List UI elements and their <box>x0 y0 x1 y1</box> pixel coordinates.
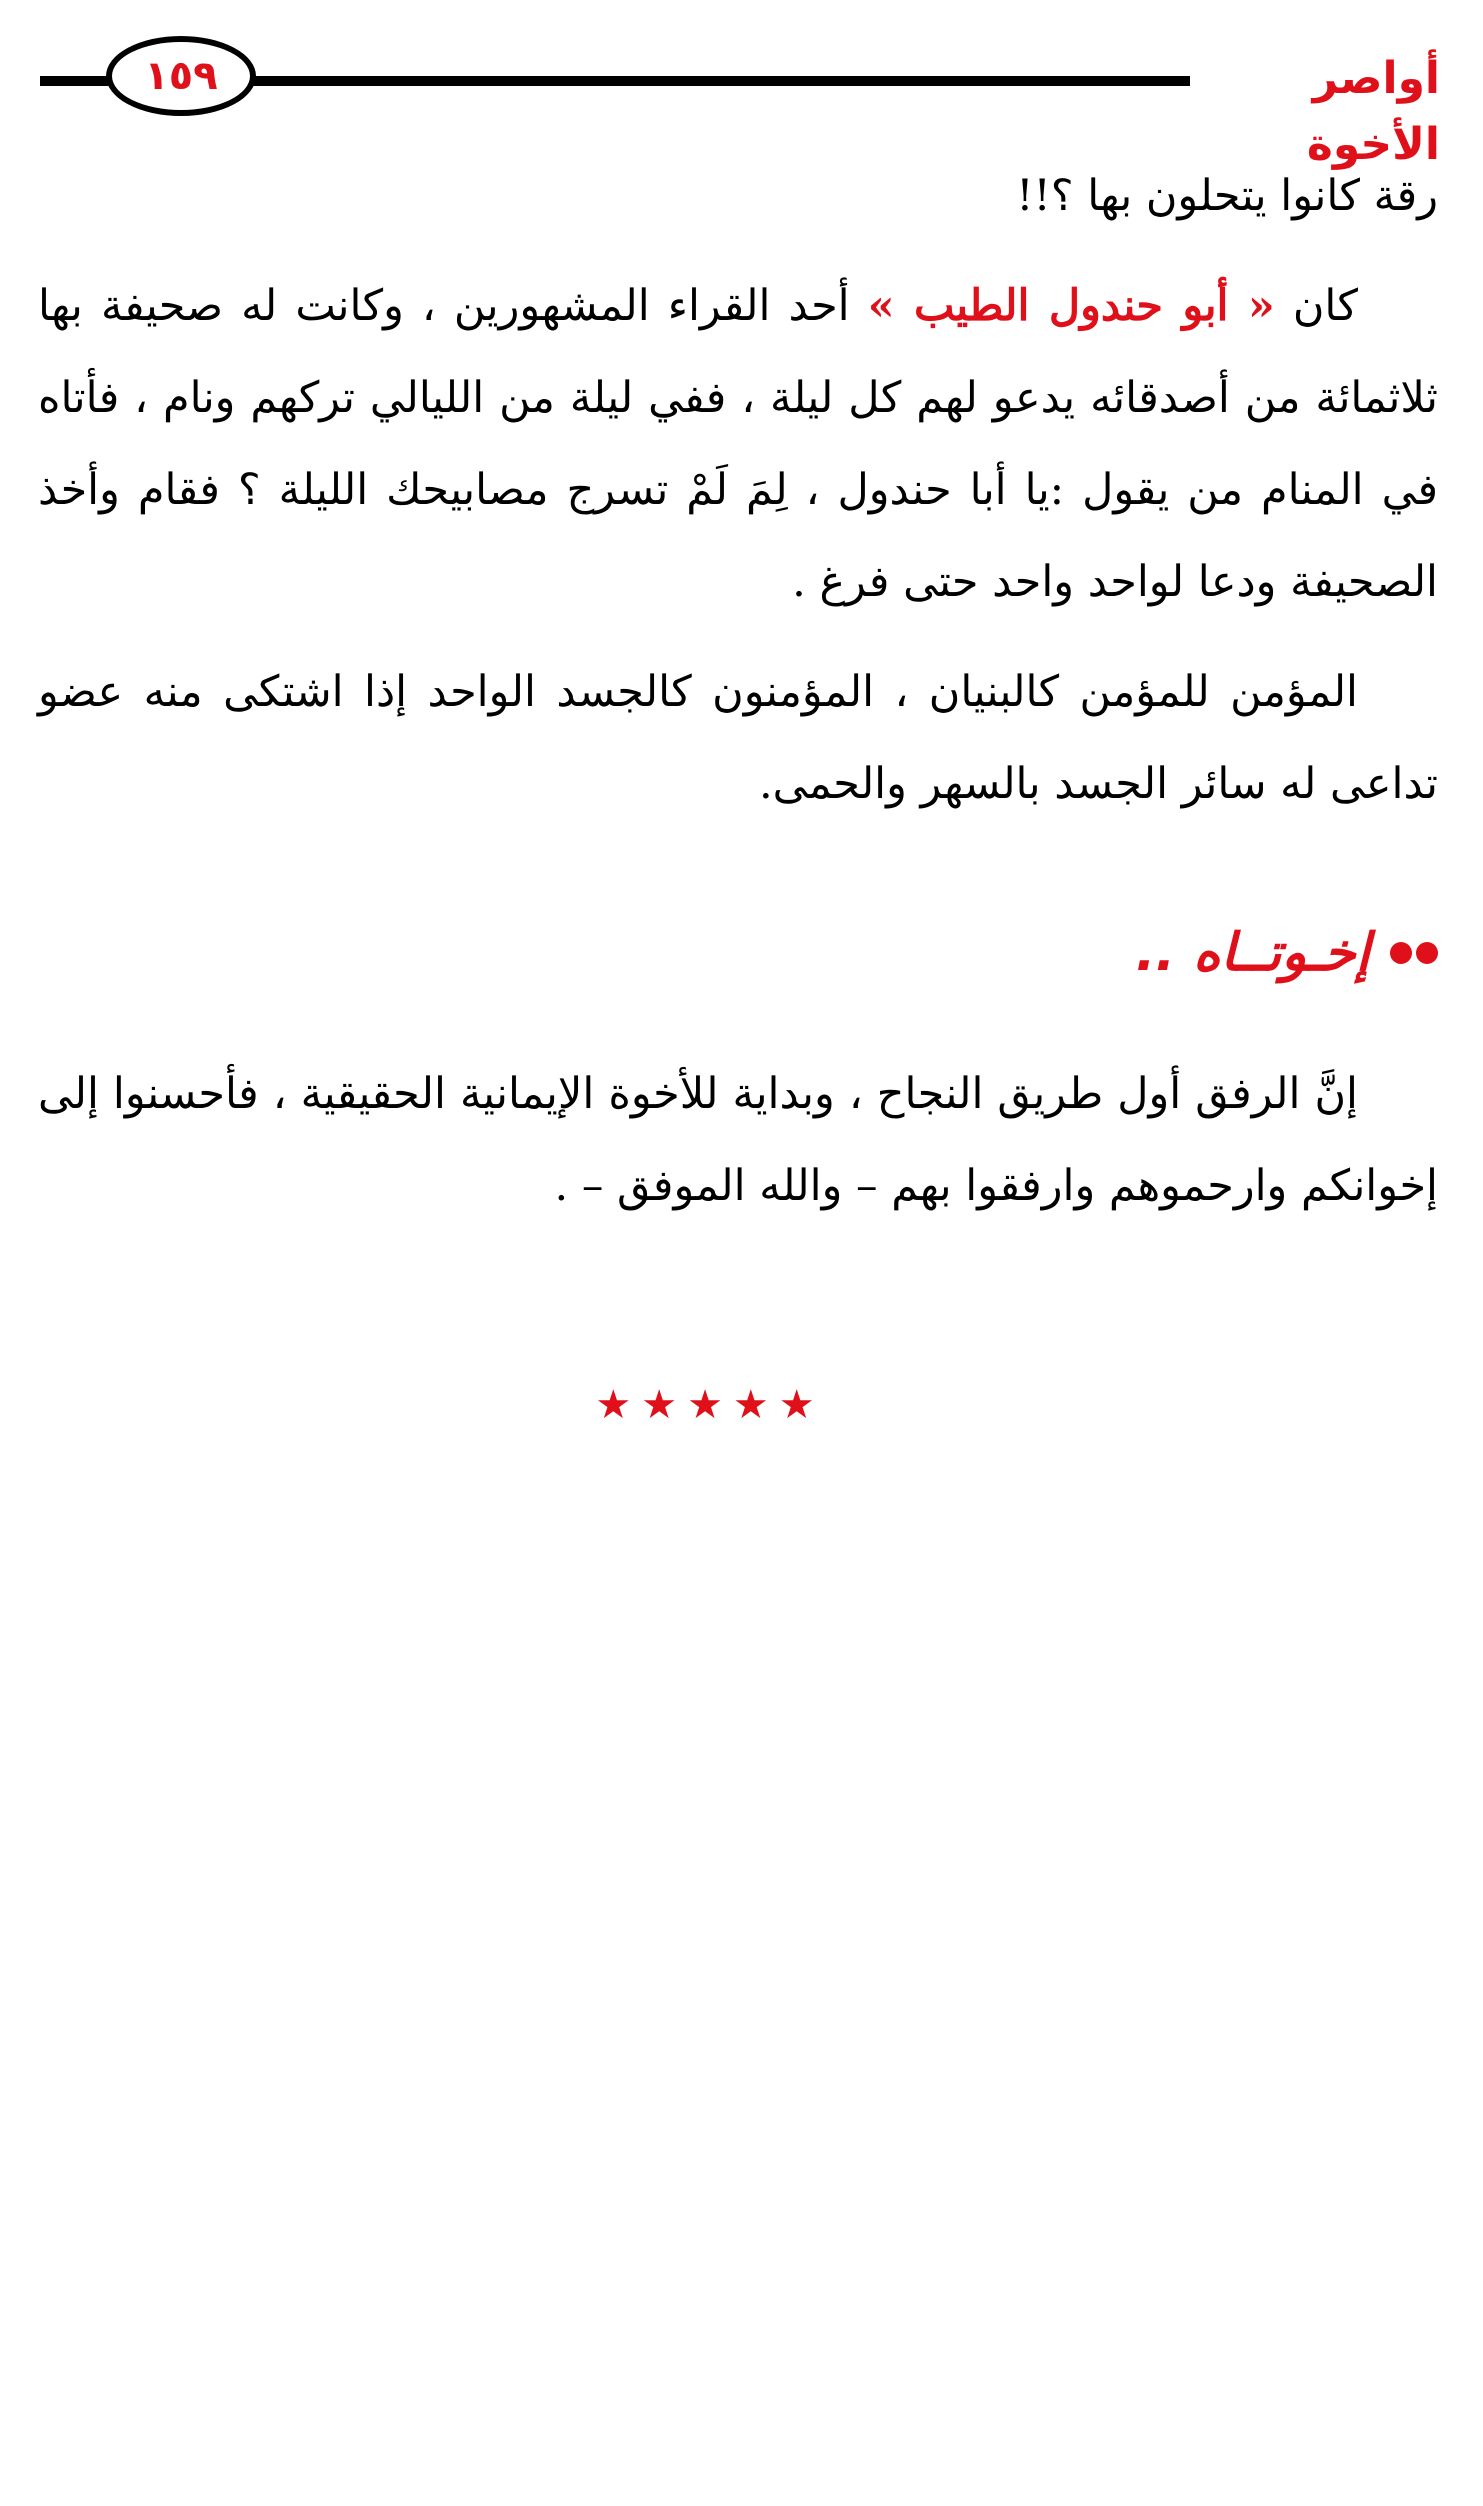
section-heading-text: إخـوتــاه .. <box>1135 923 1370 983</box>
dot-icon <box>1390 942 1412 964</box>
page-number-badge <box>106 36 256 116</box>
highlighted-name: « أبو حندول الطيب » <box>867 281 1275 331</box>
section-heading <box>38 908 1438 998</box>
star-ornament: ★★★★★ <box>595 1382 825 1428</box>
page-header <box>40 34 1440 170</box>
paragraph-2-start: كان <box>1274 281 1358 331</box>
paragraph-1: رقة كانوا يتحلون بها ؟!! <box>1016 171 1438 221</box>
paragraph-2-rest: أحد القراء المشهورين ، وكانت له صحيفة بها ثلاثمائة من أصدقائه يدعو لهم كل ليلة ، ففي ليلة من الليالي تركهم ونام ، فأتاه في المنام من يقول :يا أبا حندول ، لِمَ لَمْ تسرج مصابيحك الليلة ؟ فقام وأخذ الصحيفة ودعا لواحد واحد حتى فرغ . <box>38 281 1438 607</box>
page-number: ١٥٩ <box>144 53 218 99</box>
paragraph-4: إنَّ الرفق أول طريق النجاح ، وبداية للأخوة الإيمانية الحقيقية ، فأحسنوا إلى إخوانكم وارحموهم وارفقوا بهم – والله الموفق – . <box>38 1069 1438 1211</box>
paragraph-3: المؤمن للمؤمن كالبنيان ، المؤمنون كالجسد الواحد إذا اشتكى منه عضو تداعى له سائر الجسد بالسهر والحمى. <box>38 667 1438 809</box>
dot-icon <box>1416 942 1438 964</box>
paragraph-2 <box>38 260 1438 628</box>
running-title: أواصر الأخوة <box>1306 53 1440 170</box>
page-body <box>38 150 1438 1250</box>
bullet-dots-icon <box>1390 942 1438 964</box>
